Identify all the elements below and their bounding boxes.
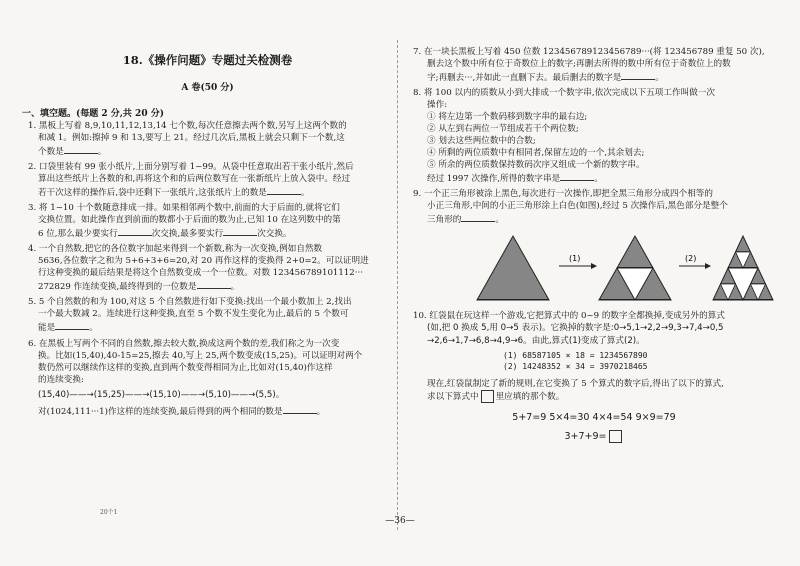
exam-title: 18.《操作问题》专题过关检测卷 [122, 53, 293, 67]
page-number: —36— [385, 516, 415, 526]
question-1: 1. 黑板上写着 8,9,10,11,12,13,14 七个数,每次任意擦去两个数,另写上这两个数的 和减 1。例如:擦掉 9 和 13,要写上 21。经过几次后,黑板上就会只剩下一个数,这 个数是 。 [28, 121, 347, 158]
transform-chain: (15,40)——→(15,25)——→(15,10)——→(5,10)——→(5,5)。 [38, 389, 285, 400]
left-column [24, 120, 382, 421]
answer-blank[interactable] [64, 144, 98, 154]
answer-blank[interactable] [461, 212, 495, 222]
question-3: 3. 将 1~10 十个数随意排成一排。如果相邻两个数中,前面的大于后面的,就将它们 交换位置。如此操作直到前面的数都小于后面的数为止,已知 10 在这列数中的第 6 位,那么最少要实行 次交换,最多要实行 次交换。 [28, 203, 341, 240]
answer-blank[interactable] [223, 226, 257, 236]
answer-blank[interactable] [621, 70, 655, 80]
right-column [413, 46, 775, 450]
column-divider [397, 40, 398, 530]
answer-box[interactable] [609, 430, 622, 443]
sierpinski-diagram [413, 232, 775, 304]
question-5: 5. 5 个自然数的和为 100,对这 5 个自然数进行如下变换:找出一个最小数加上 2,找出 一个最大数减 2。连续进行这种变换,直至 5 个数不发生变化为止,最后的 5 个数可 能是 。 [28, 297, 352, 334]
question-8: 8. 将 100 以内的质数从小到大排成一个数字串,依次完成以下五项工作叫做一次 操作: ① 将左边第一个数码移到数字串的最右边; ② 从左到右两位一节组成若干个两位数; ③ 划去这些两位数中的合数; ④ 所剩的两位质数中有相同者,保留左边的一个,其余划去; ⑤ 所余的两位质数保持数码次序又组成一个新的数字串。 经过 1997 次操作,所得的数字串是 。 [413, 88, 715, 185]
formula-line-1: 5+7=9 5×4=30 4×4=54 9×9=79 [512, 411, 676, 423]
question-4: 4. 一个自然数,把它的各位数字加起来得到一个新数,称为一次变换,例如自然数 5636,各位数字之和为 5+6+3+6=20,对 20 再作这样的变换得 2+0=2。可以证明进 行这种变换的最后结果是将这个自然数变成一个一位数。对数 123456789101112··· 272829 作连续变换,最终得到的一位数是 。 [28, 244, 369, 293]
triangle-step-0 [477, 236, 549, 300]
equation-2: (2) 14248352 × 34 = 3970218465 [503, 361, 648, 371]
question-7: 7. 在一块长黑板上写着 450 位数 123456789123456789···(将 123456789 重复 50 次), 删去这个数中所有位于奇数位上的数字;再删去所得的数中所有位于奇数位上的数 字;再删去···,并如此一直删下去。最后删去的数字是 。 [413, 47, 765, 84]
answer-blank[interactable] [118, 226, 152, 236]
arrow-label-2: (2) [685, 254, 697, 264]
section-heading: 一、填空题。(每题 2 分,共 20 分) [22, 109, 164, 119]
answer-blank[interactable] [197, 279, 231, 289]
question-10: 10. 红袋鼠在玩这样一个游戏,它把算式中的 0~9 的数字全都换掉,变成另外的算式 (如,把 0 换成 5,用 0→5 表示)。它换掉的数字是:0→5,1→2,2→9,3→7,4→0,5 →2,6→1,7→6,8→4,9→6。由此,算式(1)变成了算式(2)。 (1) 68587105 × 18 = 1234567890 (2) 14248352 × 34 = 3970218465 现在,红袋鼠制定了新的规则,在它变换了 5 个算式的数字后,得出了以下的算式, 求以下算式中 里应填的那个数。 5+7=9 5×4=30 4×4=54 9×9=79 3+7+9= [413, 310, 775, 443]
exam-subtitle: A 卷(50 分) [181, 83, 234, 93]
question-6: 6. 在黑板上写两个不同的自然数,擦去较大数,换成这两个数的差,我们称之为一次变 换。比如(15,40),40-15=25,擦去 40,写上 25,两个数变成(15,25)。可以证明对两个 数仍然可以继续作这样的变换,直到两个数变得相同为止,比如对(15,40)作这样 的连续变换: (15,40)——→(15,25)——→(15,10)——→(5,10)——→(5,5)。 对(1024,111···1)作这样的连续变换,最后得到的两个相同的数是 。 [24, 338, 382, 418]
answer-blank[interactable] [560, 171, 594, 181]
arrow-label-1: (1) [569, 254, 581, 264]
formula-line-2: 3+7+9= [413, 430, 775, 443]
answer-blank[interactable] [283, 404, 317, 414]
footnote-mark: 20个1 [100, 509, 118, 516]
answer-blank[interactable] [55, 320, 89, 330]
answer-box[interactable] [481, 390, 494, 403]
answer-blank[interactable] [267, 185, 301, 195]
question-2: 2. 口袋里装有 99 张小纸片,上面分别写着 1~99。从袋中任意取出若干张小纸片,然后 算出这些纸片上各数的和,再将这个和的后两位数写在一张新纸片上放入袋中。经过 若干次这样的操作后,袋中还剩下一张纸片,这张纸片上的数是 。 [28, 162, 354, 199]
question-9: 9. 一个正三角形被涂上黑色,每次进行一次操作,即把全黑三角形分成四个相等的 小正三角形,中间的小正三角形涂上白色(如图),经过 5 次操作后,黑色部分是整个 三角形的 。 [413, 189, 728, 226]
triangle-figure [413, 232, 775, 304]
equation-1: (1) 68587105 × 18 = 1234567890 [503, 350, 648, 360]
